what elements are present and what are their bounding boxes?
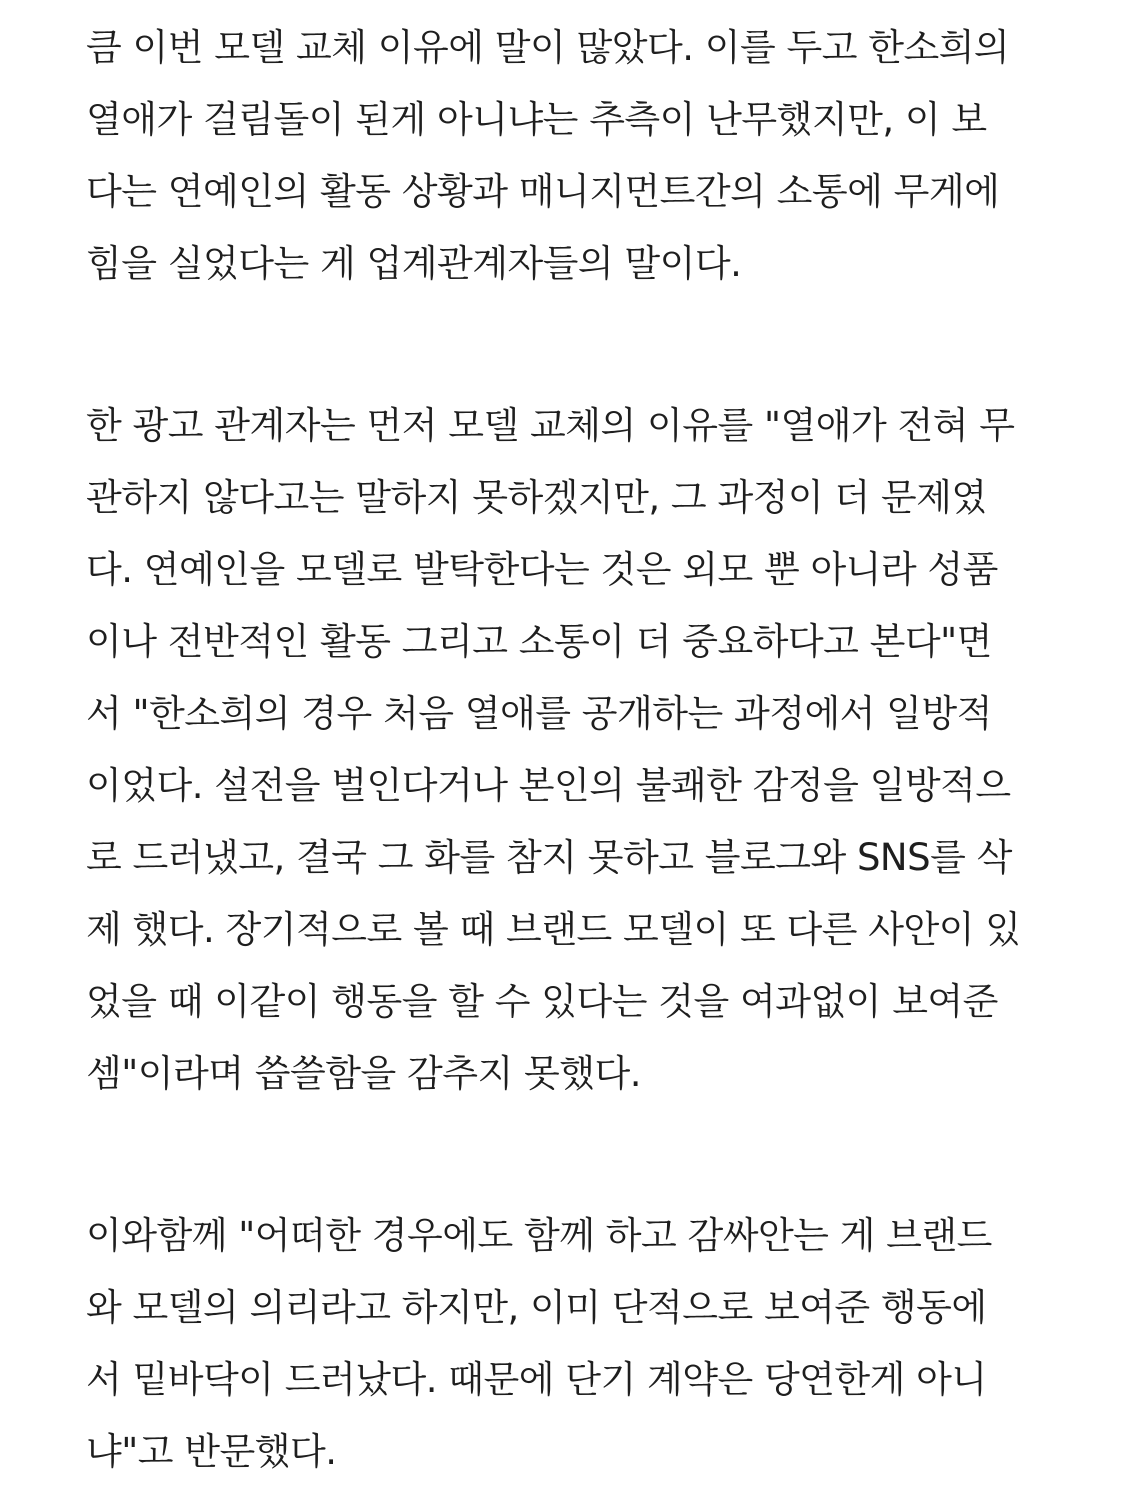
paragraph-line: 냐"고 반문했다. [86,1430,337,1473]
paragraph-line: 었을 때 이같이 행동을 할 수 있다는 것을 여과없이 보여준 [86,980,998,1023]
article-paragraph-1 [86,12,1086,300]
paragraph-line: 관하지 않다고는 말하지 못하겠지만, 그 과정이 더 문제였 [86,476,987,519]
paragraph-line: 와 모델의 의리라고 하지만, 이미 단적으로 보여준 행동에 [86,1286,987,1329]
article-body [86,12,1086,1488]
paragraph-line: 열애가 걸림돌이 된게 아니냐는 추측이 난무했지만, 이 보 [86,98,987,141]
article-paragraph-2 [86,390,1086,1110]
paragraph-line: 제 했다. 장기적으로 볼 때 브랜드 모델이 또 다른 사안이 있 [86,908,1021,951]
paragraph-line: 셈"이라며 씁쓸함을 감추지 못했다. [86,1052,641,1095]
article-paragraph-3 [86,1200,1086,1488]
paragraph-line: 서 밑바닥이 드러났다. 때문에 단기 계약은 당연한게 아니 [86,1358,987,1401]
paragraph-gap [86,300,1086,390]
paragraph-line: 로 드러냈고, 결국 그 화를 참지 못하고 블로그와 SNS를 삭 [86,836,1012,879]
paragraph-gap [86,1110,1086,1200]
paragraph-line: 다는 연예인의 활동 상황과 매니지먼트간의 소통에 무게에 [86,170,1000,213]
paragraph-line: 한 광고 관계자는 먼저 모델 교체의 이유를 "열애가 전혀 무 [86,404,1015,447]
paragraph-line: 이었다. 설전을 벌인다거나 본인의 불쾌한 감정을 일방적으 [86,764,1011,807]
paragraph-line: 이와함께 "어떠한 경우에도 함께 하고 감싸안는 게 브랜드 [86,1214,992,1257]
paragraph-line: 다. 연예인을 모델로 발탁한다는 것은 외모 뿐 아니라 성품 [86,548,998,591]
paragraph-line: 서 "한소희의 경우 처음 열애를 공개하는 과정에서 일방적 [86,692,992,735]
paragraph-line: 큼 이번 모델 교체 이유에 말이 많았다. 이를 두고 한소희의 [86,26,1010,69]
paragraph-line: 이나 전반적인 활동 그리고 소통이 더 중요하다고 본다"면 [86,620,992,663]
paragraph-line: 힘을 실었다는 게 업계관계자들의 말이다. [86,242,742,285]
